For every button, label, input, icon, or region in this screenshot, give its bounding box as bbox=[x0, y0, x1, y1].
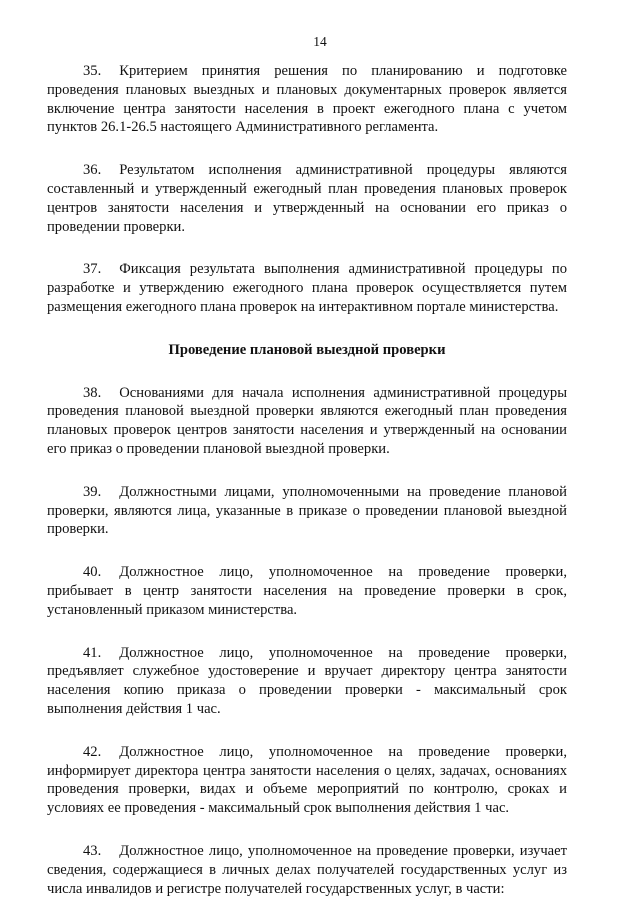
paragraph-number: 39. bbox=[83, 483, 102, 500]
paragraph-number: 42. bbox=[83, 743, 102, 760]
paragraph-number: 37. bbox=[83, 261, 102, 278]
paragraph-number: 38. bbox=[83, 384, 102, 401]
section-heading: Проведение плановой выездной проверки bbox=[168, 341, 446, 358]
document-body bbox=[47, 62, 567, 922]
paragraph-number: 35. bbox=[83, 63, 102, 79]
paragraph-43 bbox=[47, 842, 567, 898]
paragraph-text: Должностное лицо, уполномоченное на проведение проверки, изучает сведения, содержащиеся в личных делах получателей государственных услуг из числа инвалидов и регистре получателей государственных услуг, в части: bbox=[47, 842, 567, 897]
paragraph-number: 41. bbox=[83, 644, 102, 661]
paragraph-text: Фиксация результата выполнения административной процедуры по разработке и утверждению ежегодного плана проверок осуществляется путем размещения ежегодного плана проверок на интерактивном портале министерства. bbox=[47, 261, 567, 315]
page-number: 14 bbox=[313, 34, 327, 49]
paragraph-number: 36. bbox=[83, 162, 102, 179]
paragraph-40 bbox=[47, 563, 567, 619]
paragraph-number: 43. bbox=[83, 842, 102, 859]
paragraph-39 bbox=[47, 483, 567, 539]
paragraph-text: Должностное лицо, уполномоченное на проведение проверки, прибывает в центр занятости населения на проведение проверки в срок, установленный приказом министерства. bbox=[47, 564, 567, 618]
paragraph-text: Критерием принятия решения по планированию и подготовке проведения плановых выездных и плановых документарных проверок является включение центра занятости населения в проект ежегодного плана с учетом пунктов 26.1-26.5 настоящего Административного регламента. bbox=[47, 63, 567, 136]
paragraph-37 bbox=[47, 260, 567, 316]
paragraph-text: Основаниями для начала исполнения административной процедуры проведения плановой выездной проверки являются ежегодный план проведения плановых проверок центров занятости населения и утвержденный на основании его приказ о проведении плановой выездной проверки. bbox=[47, 384, 567, 457]
paragraph-text: Результатом исполнения административной процедуры являются составленный и утвержденный ежегодный план проведения плановых проверок центров занятости населения и утвержденный на основании его приказ о проведении проверки. bbox=[47, 162, 567, 235]
paragraph-text: Должностное лицо, уполномоченное на проведение проверки, информирует директора центра занятости населения о целях, задачах, основаниях проведения проверки, видах и объеме мероприятий по контролю, сроках и условиях ее проведения - максимальный срок выполнения действия 1 час. bbox=[47, 743, 567, 817]
paragraph-42 bbox=[47, 743, 567, 818]
paragraph-36 bbox=[47, 161, 567, 236]
paragraph-41 bbox=[47, 644, 567, 719]
paragraph-text: Должностное лицо, уполномоченное на проведение проверки, предъявляет служебное удостоверение и вручает директору центра занятости населения копию приказа о проведении проверки - максимальный срок выполнения действия 1 час. bbox=[47, 644, 567, 717]
paragraph-text: Должностными лицами, уполномоченными на проведение плановой проверки, являются лица, указанные в приказе о проведении плановой выездной проверки. bbox=[47, 483, 567, 538]
paragraph-38 bbox=[47, 384, 567, 459]
paragraph-number: 40. bbox=[83, 564, 102, 581]
paragraph-35 bbox=[47, 62, 567, 137]
